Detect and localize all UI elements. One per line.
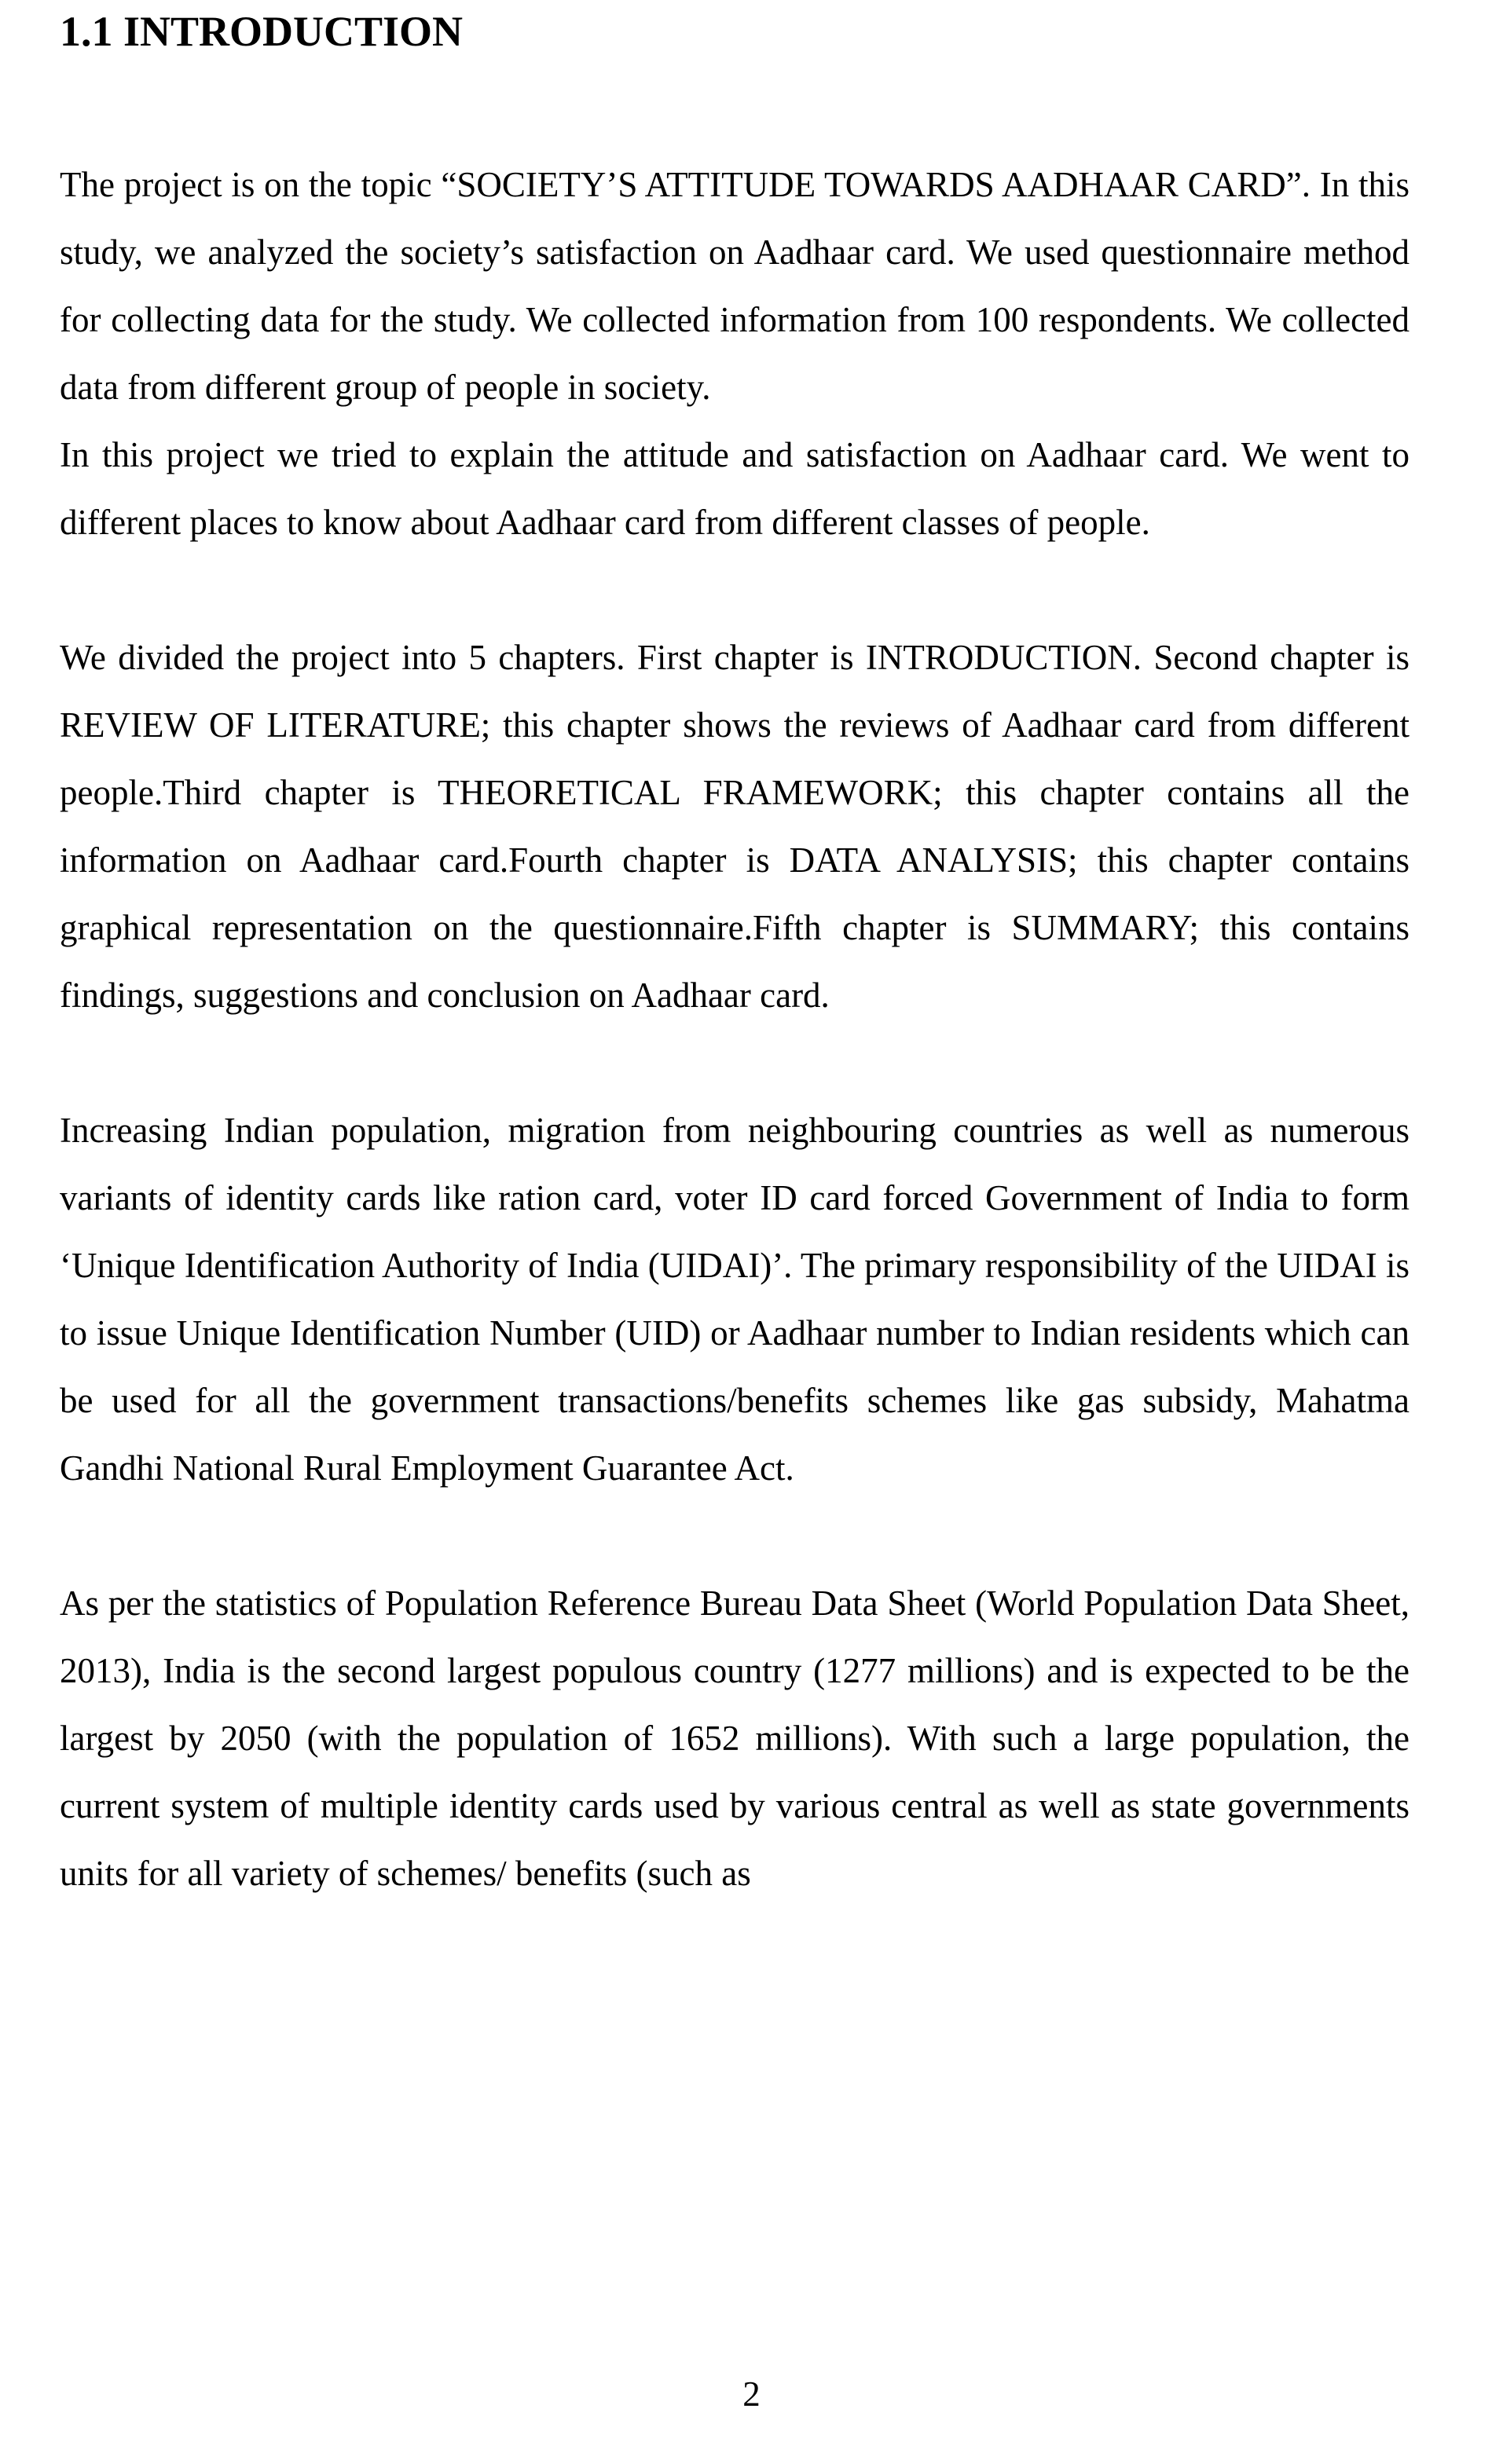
paragraph-project-overview: The project is on the topic “SOCIETY’S ATTITUDE TOWARDS AADHAAR CARD”. In this study, we analyzed the society’s satisfaction on Aadhaar card. We used questionnaire method for collecting data for the study. We collected information from 100 respondents. We collected data from different group of people in society. bbox=[60, 165, 1410, 407]
page-number: 2 bbox=[742, 2374, 761, 2414]
paragraph-project-explanation: In this project we tried to explain the attitude and satisfaction on Aadhaar card. We went to different places to know about Aadhaar card from different classes of people. bbox=[60, 435, 1410, 542]
section-heading: 1.1 INTRODUCTION bbox=[60, 8, 464, 55]
paragraph-population-statistics: As per the statistics of Population Reference Bureau Data Sheet (World Population Data Sheet, 2013), India is the second largest populous country (1277 millions) and is expected to be the largest by 2050 (with the population of 1652 millions). With such a large population, the current system of multiple identity cards used by various central as well as state governments units for all variety of schemes/ benefits (such as bbox=[60, 1583, 1410, 1893]
body-text bbox=[60, 151, 1410, 1907]
paragraph-chapter-outline: We divided the project into 5 chapters. First chapter is INTRODUCTION. Second chapter is REVIEW OF LITERATURE; this chapter shows the reviews of Aadhaar card from different people.Third chapter is THEORETICAL FRAMEWORK; this chapter contains all the information on Aadhaar card.Fourth chapter is DATA ANALYSIS; this chapter contains graphical representation on the questionnaire.Fifth chapter is SUMMARY; this contains findings, suggestions and conclusion on Aadhaar card. bbox=[60, 638, 1410, 1015]
paragraph-uidai-background: Increasing Indian population, migration from neighbouring countries as well as numerous variants of identity cards like ration card, voter ID card forced Government of India to form ‘Unique Identification Authority of India (UIDAI)’. The primary responsibility of the UIDAI is to issue Unique Identification Number (UID) or Aadhaar number to Indian residents which can be used for all the government transactions/benefits schemes like gas subsidy, Mahatma Gandhi National Rural Employment Guarantee Act. bbox=[60, 1111, 1410, 1488]
